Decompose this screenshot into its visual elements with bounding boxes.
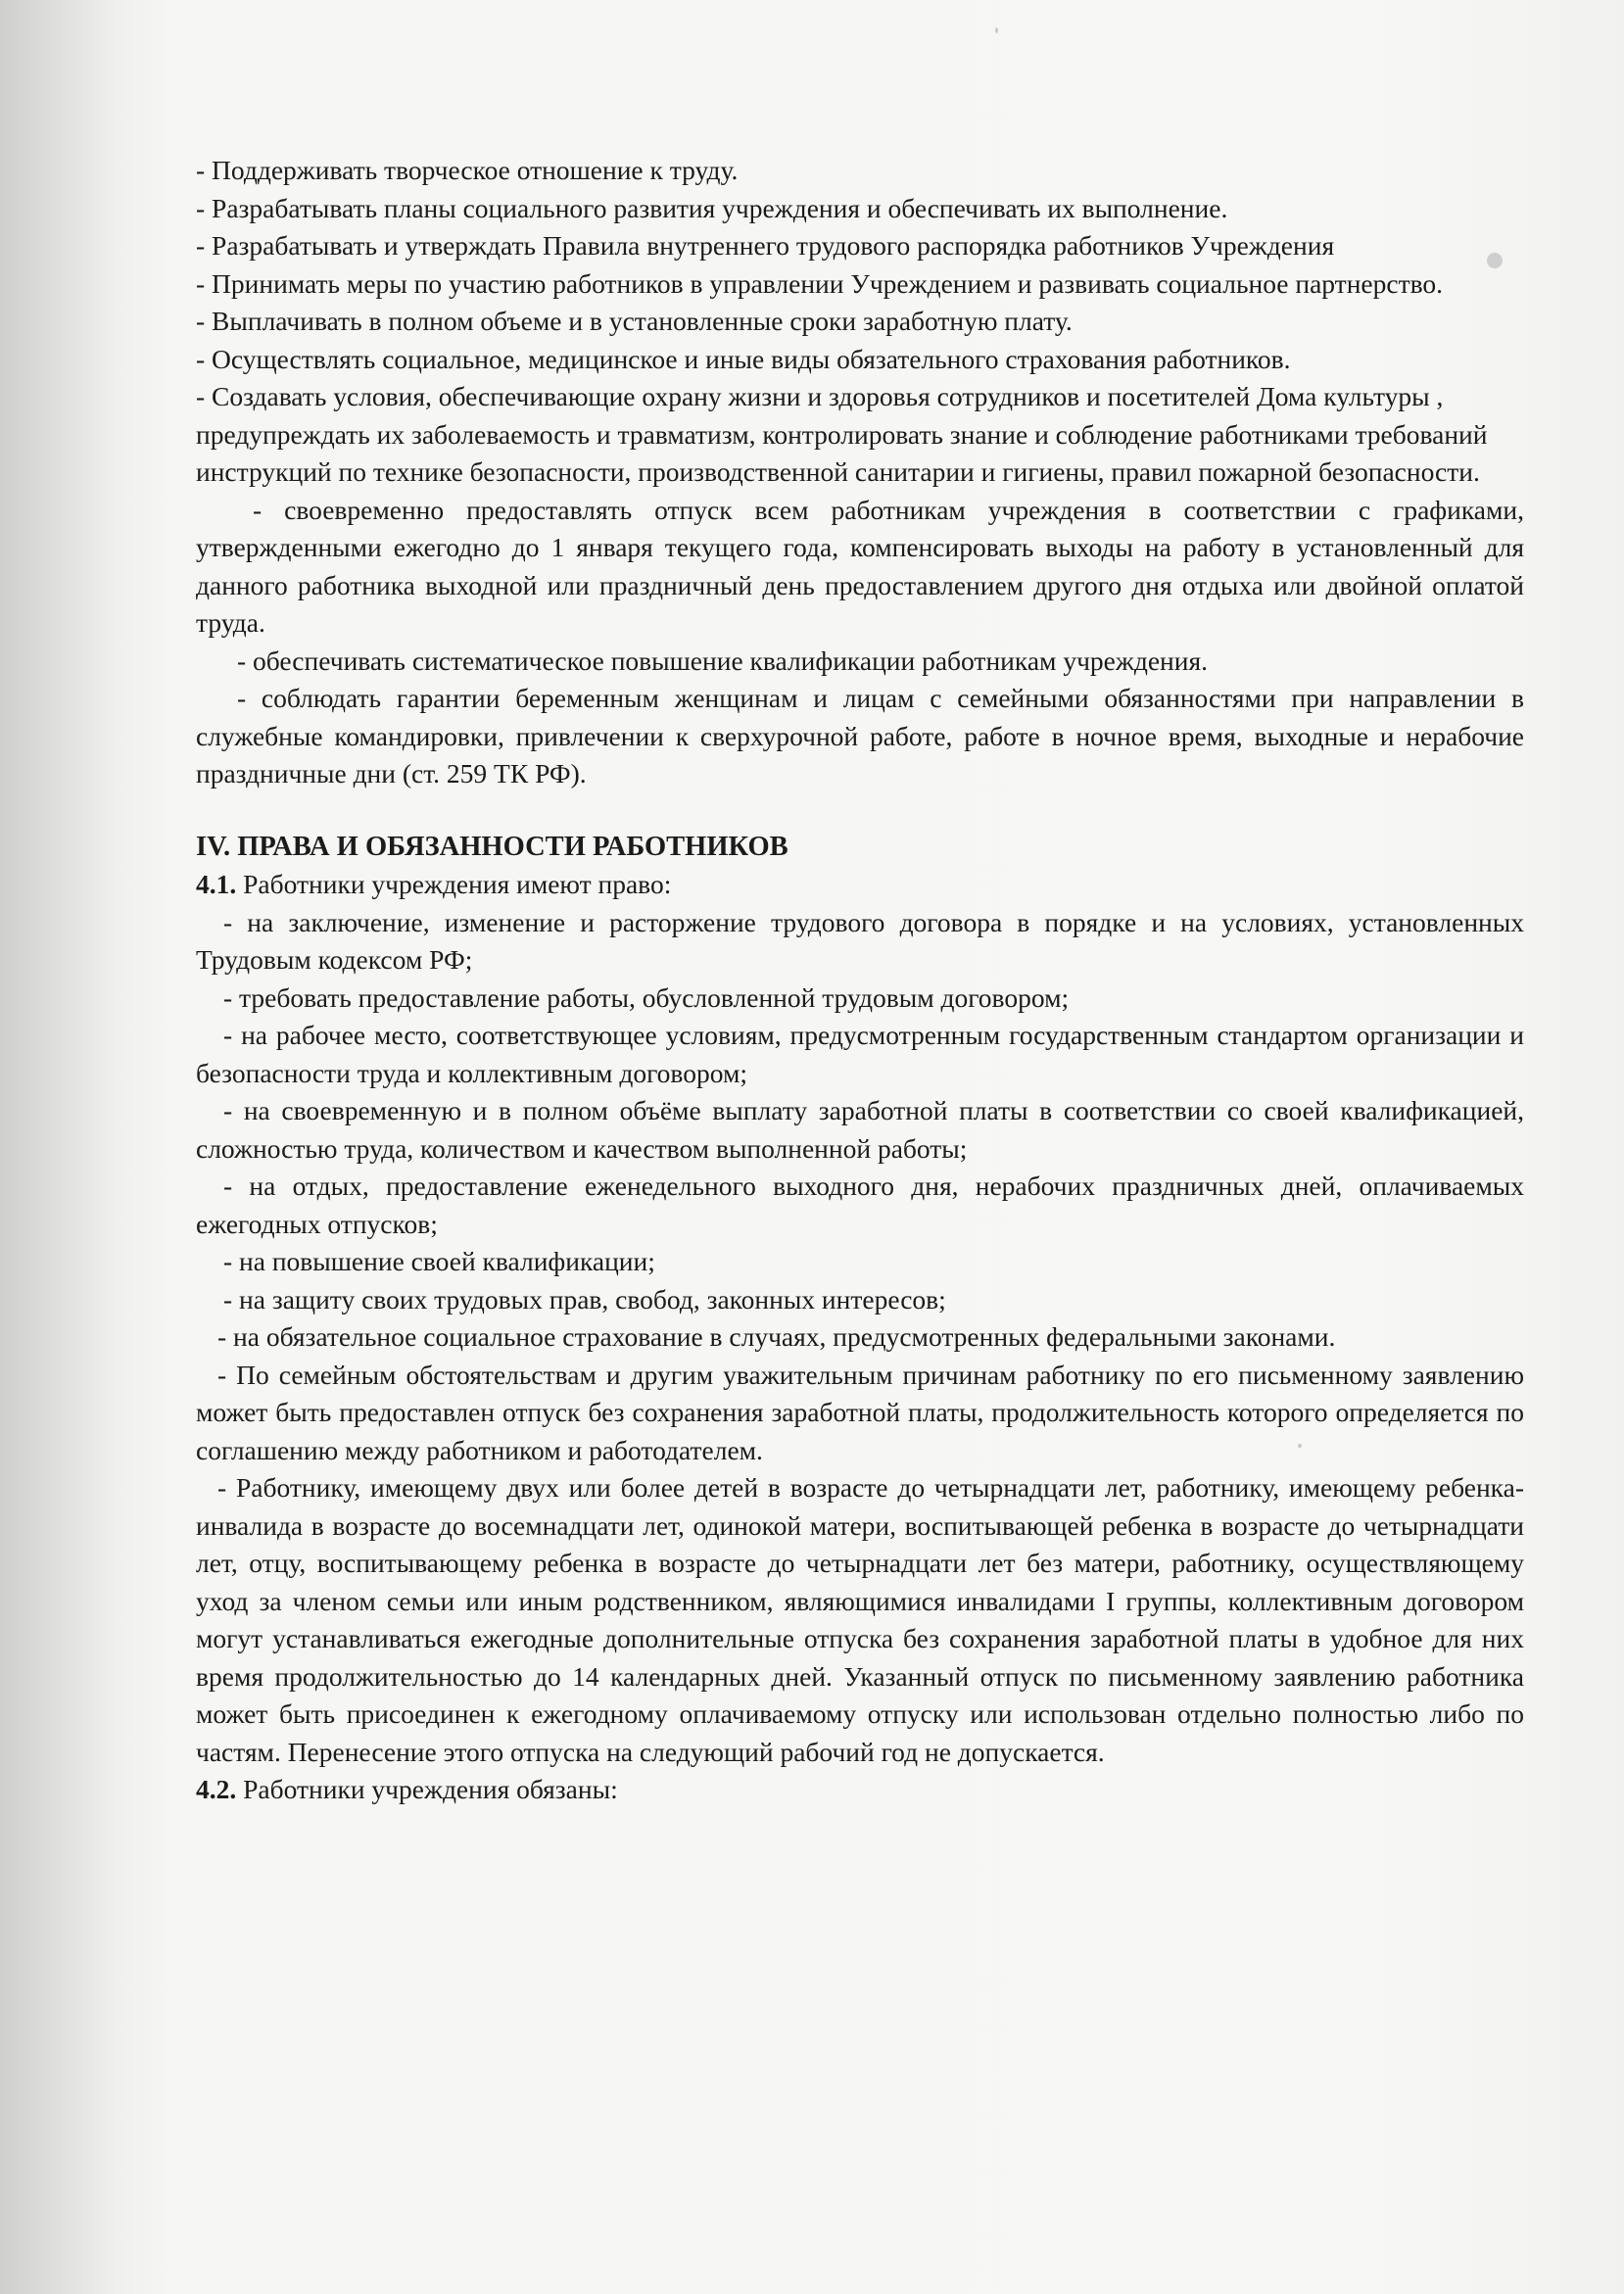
paragraph: - своевременно предоставлять отпуск всем работникам учреждения в соответствии с графиками, утвержденными ежегодно до 1 января текущего года, компенсировать выходы на работу в установленный для данного работника выходной или праздничный день предоставлением другого дня отдыха или двойной оплатой труда.: [196, 494, 1524, 638]
document-body: [196, 152, 1524, 1809]
section-gap: [196, 793, 1524, 829]
clause-number: 4.2.: [196, 1774, 237, 1804]
right-item: - Работнику, имеющему двух или более детей в возрасте до четырнадцати лет, работнику, имеющему ребенка-инвалида в возрасте до восемнадцати лет, одинокой матери, воспитывающей ребенка в возрасте до четырнадцати лет, отцу, воспитывающему ребенка в возрасте до четырнадцати лет без матери, работнику, осуществляющему уход за членом семьи или иным родственником, являющимися инвалидами I группы, коллективным договором могут устанавливаться ежегодные дополнительные отпуска без сохранения заработной платы в удобное для них время продолжительностью до 14 календарных дней. Указанный отпуск по письменному заявлению работника может быть присоединен к ежегодному оплачиваемому отпуску или использован отдельно полностью либо по частям. Перенесение этого отпуска на следующий рабочий год не допускается.: [196, 1472, 1524, 1767]
right-item: - на своевременную и в полном объёме выплату заработной платы в соответствии со своей квалификацией, сложностью труда, количеством и качеством выполненной работы;: [196, 1095, 1524, 1164]
right-item: - По семейным обстоятельствам и другим уважительным причинам работнику по его письменному заявлению может быть предоставлен отпуск без сохранения заработной платы, продолжительность которого определяется по соглашению между работником и работодателем.: [196, 1359, 1524, 1465]
right-item: - требовать предоставление работы, обусловленной трудовым договором;: [223, 981, 1070, 1013]
section-heading: IV. ПРАВА И ОБЯЗАННОСТИ РАБОТНИКОВ: [196, 831, 788, 862]
paragraph: - Разрабатывать и утверждать Правила внутреннего трудового распорядка работников Учреждения: [196, 230, 1335, 261]
paragraph: - Создавать условия, обеспечивающие охрану жизни и здоровья сотрудников и посетителей Дома культуры , предупреждать их заболеваемость и травматизм, контролировать знание и соблюдение работниками требований инструкций по технике безопасности, производственной санитарии и гигиены, правил пожарной безопасности.: [196, 381, 1488, 487]
paragraph: - Разрабатывать планы социального развития учреждения и обеспечивать их выполнение.: [196, 192, 1228, 223]
right-item: - на обязательное социальное страхование в случаях, предусмотренных федеральными законами.: [217, 1321, 1336, 1352]
page-edge-shadow: [0, 0, 118, 2294]
scan-speck: [995, 27, 998, 33]
paragraph: - Осуществлять социальное, медицинское и иные виды обязательного страхования работников.: [196, 343, 1291, 374]
paragraph: - Выплачивать в полном объеме и в установленные сроки заработную плату.: [196, 306, 1073, 336]
paragraph: - соблюдать гарантии беременным женщинам и лицам с семейными обязанностями при направлении в служебные командировки, привлечении к сверхурочной работе, работе в ночное время, выходные и нерабочие праздничные дни (ст. 259 ТК РФ).: [196, 683, 1524, 789]
paragraph: - Поддерживать творческое отношение к труду.: [196, 155, 739, 185]
paragraph: - обеспечивать систематическое повышение квалификации работникам учреждения.: [237, 645, 1209, 676]
clause-4-1: [196, 866, 1524, 904]
right-item: - на повышение своей квалификации;: [223, 1246, 655, 1276]
clause-4-2: [196, 1771, 1524, 1809]
right-item: - на заключение, изменение и расторжение трудового договора в порядке и на условиях, установленных Трудовым кодексом РФ;: [196, 906, 1524, 975]
right-item: - на отдых, предоставление еженедельного выходного дня, нерабочих праздничных дней, оплачиваемых ежегодных отпусков;: [196, 1171, 1524, 1239]
paragraph: - Принимать меры по участию работников в управлении Учреждением и развивать социальное партнерство.: [196, 267, 1444, 299]
clause-text: Работники учреждения имеют право:: [236, 869, 672, 899]
clause-text: Работники учреждения обязаны:: [236, 1774, 618, 1804]
right-item: - на защиту своих трудовых прав, свобод, законных интересов;: [223, 1283, 946, 1314]
clause-number: 4.1.: [196, 869, 237, 899]
right-item: - на рабочее место, соответствующее условиям, предусмотренным государственным стандартом организации и безопасности труда и коллективным договором;: [196, 1020, 1524, 1088]
